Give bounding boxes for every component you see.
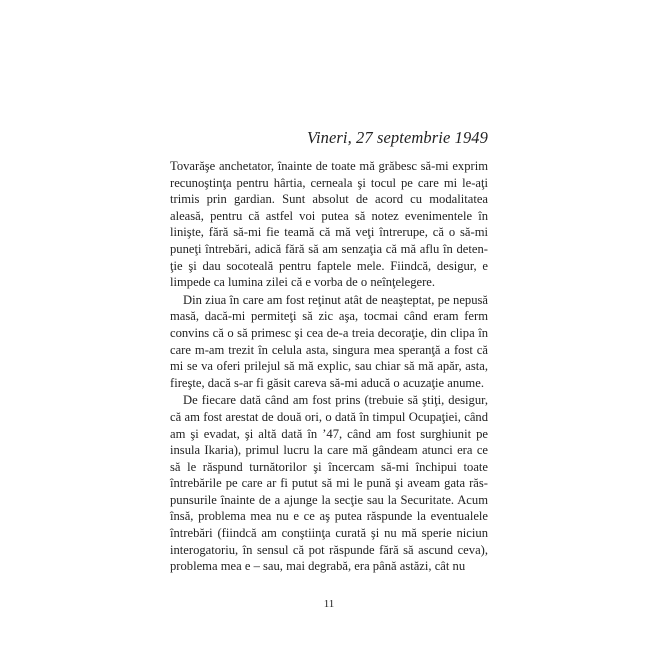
- book-page: [170, 120, 488, 610]
- body-text: [170, 158, 488, 575]
- paragraph-1: Tovarăşe anchetator, înainte de toate mă grăbesc să-mi exprim recunoştinţa pentru hârtia, cerneala şi tocul pe care mi le-aţi trimis prin gardian. Sunt absolut de acord cu modalitatea aleasă, pentru că astfel voi putea să notez evenimentele în linişte, fără să-mi fie teamă că mă veţi întrerupe, că o să-mi puneţi întrebări, adică fără să am senzaţia că mă aflu în detenţie şi dau socoteală pentru faptele mele. Fiindcă, desigur, e limpede ca lumina zilei că e vorba de o neînţelegere.: [170, 159, 488, 290]
- chapter-date-heading: Vineri, 27 septembrie 1949: [306, 128, 488, 147]
- paragraph-3: De fiecare dată când am fost prins (trebuie să ştiţi, desigur, că am fost arestat de două ori, o dată în timpul Ocupaţiei, când am şi evadat, şi altă dată în ’47, când am fost surghiunit pe insula Ikaria), primul lucru la care mă gândeam atunci era ce să le răspund turnătorilor şi încercam să-mi închipui toate întrebările pe care ar fi putut să mi le pună şi aveam gata răspunsurile înainte de a ajunge la secţie sau la Securitate. Acum însă, problema mea nu e ce aş putea răspunde la eventualele întrebări (fiindcă am conştiinţa curată şi nu mă sperie niciun interogatoriu, în sensul că pot răspunde fără să ascund ceva), problema mea e – sau, mai degrabă, era până astăzi, cât nu: [170, 393, 488, 574]
- page-number: 11: [323, 598, 335, 610]
- paragraph-2: Din ziua în care am fost reţinut atât de neaşteptat, pe nepusă masă, dacă-mi permiteţi să zic aşa, tocmai când eram ferm convins că o să primesc şi cea de-a treia decoraţie, din clipa în care m-am trezit în celula asta, singura mea speranţă a fost că mi se va oferi prilejul să mă explic, sau chiar să mă apăr, asta, fireşte, dacă s-ar fi găsit careva să-mi aducă o acuzaţie anume.: [170, 292, 488, 390]
